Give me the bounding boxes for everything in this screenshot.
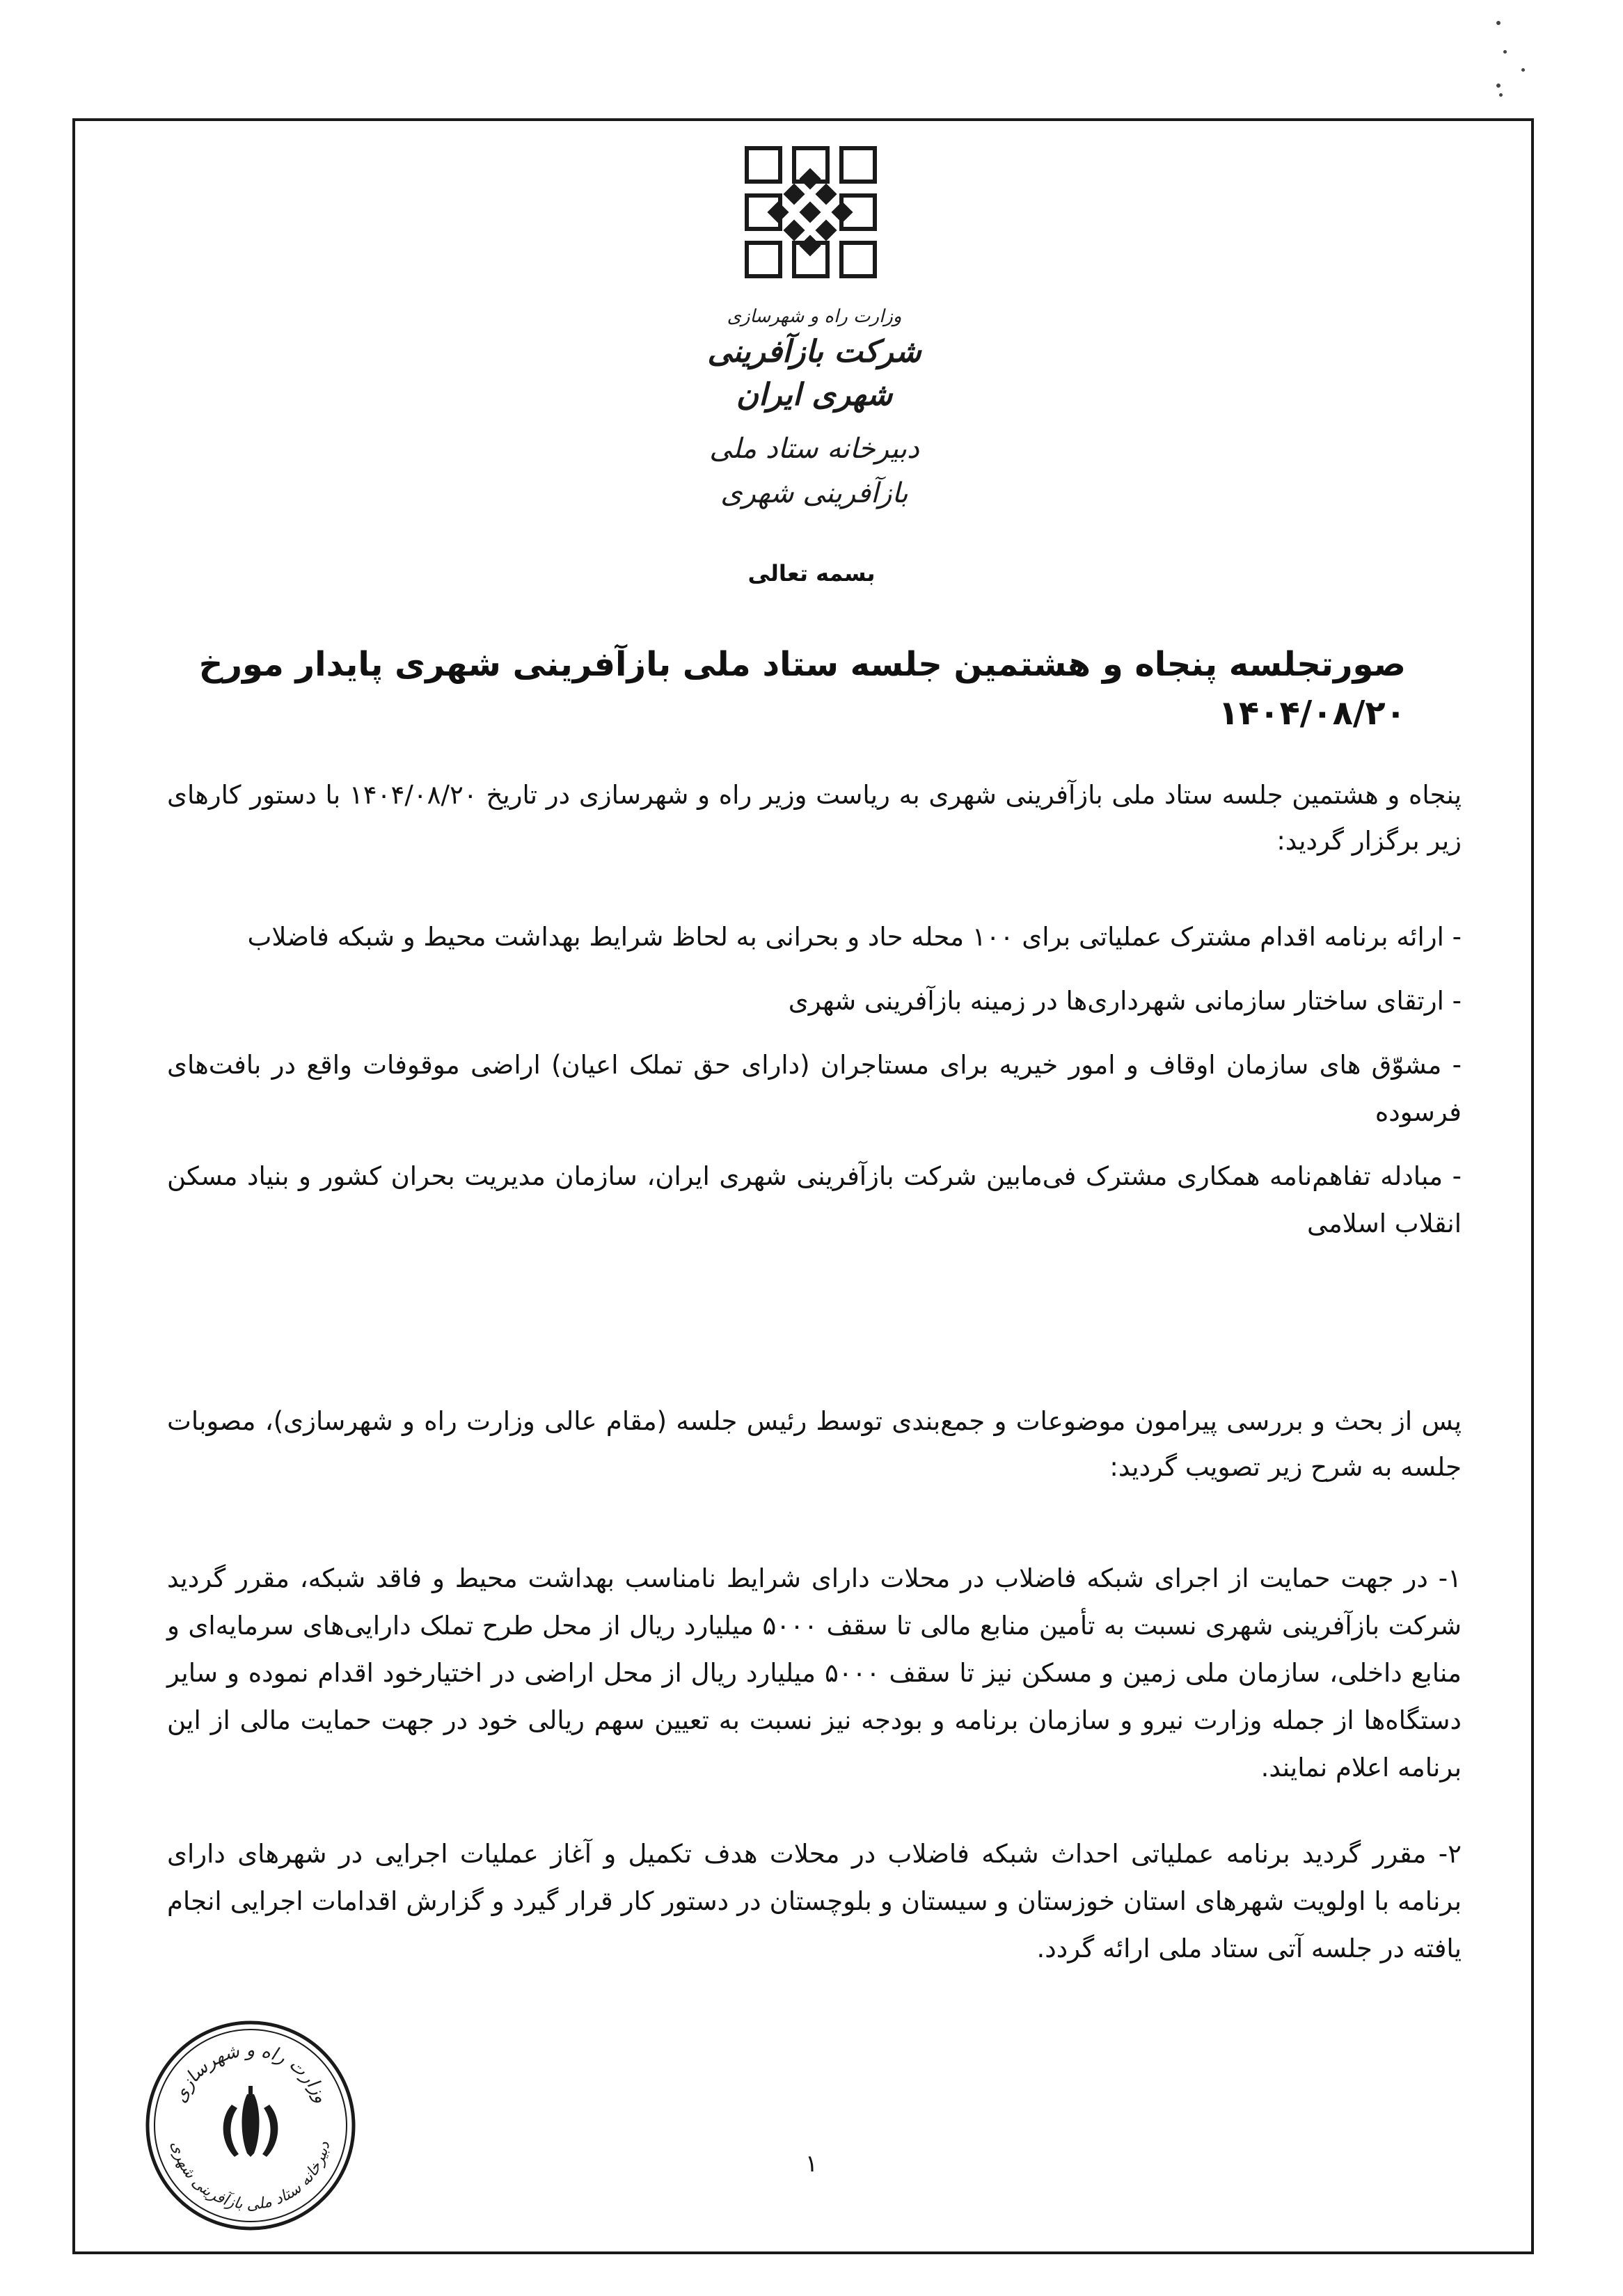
company-logo-icon [745, 146, 877, 278]
invocation: بسمه تعالی [747, 560, 876, 587]
document-title: صورتجلسه پنجاه و هشتمین جلسه ستاد ملی بازآفرینی شهری پایدار مورخ ۱۴۰۴/۰۸/۲۰ [198, 645, 1406, 733]
scan-speck [1499, 93, 1503, 97]
org-ministry: وزارت راه و شهرسازی [727, 306, 902, 327]
resolution-item: ۲- مقرر گردید برنامه عملیاتی احداث شبکه فاضلاب در محلات هدف تکمیل و آغاز عملیات اجرایی در شهرهای دارای برنامه با اولویت شهرهای استان خوزستان و سیستان و بلوچستان در دستور کار قرار گیرد و گزارش اقدامات اجرایی انجام یافته در جلسه آتی ستاد ملی ارائه گردد. [167, 1839, 1462, 1963]
agenda-item: - ارائه برنامه اقدام مشترک عملیاتی برای ۱۰۰ محله حاد و بحرانی به لحاظ شرایط بهداشت محیط و شبکه فاضلاب [247, 922, 1462, 952]
organization-header [668, 303, 960, 516]
page-number: ۱ [805, 2150, 818, 2178]
agenda-item: - ارتقای ساختار سازمانی شهرداری‌ها در زمینه بازآفرینی شهری [788, 986, 1462, 1016]
scan-speck [1496, 21, 1501, 25]
official-seal-icon [143, 2018, 358, 2233]
agenda-list [167, 914, 1462, 1264]
scan-speck [1503, 50, 1507, 54]
resolutions-list [167, 1555, 1462, 2011]
org-secretariat: دبیرخانه ستاد ملی بازآفرینی شهری [709, 433, 919, 509]
svg-text:وزارت راه و شهرسازی: وزارت راه و شهرسازی [169, 2039, 332, 2106]
scan-speck [1521, 68, 1525, 72]
intro-paragraph: پنجاه و هشتمین جلسه ستاد ملی بازآفرینی شهری به ریاست وزیر راه و شهرسازی در تاریخ ۱۴۰۴/۰۸/۲۰ با دستور کارهای زیر برگزار گردید: [167, 780, 1462, 856]
resolution-item: ۱- در جهت حمایت از اجرای شبکه فاضلاب در محلات دارای شرایط نامناسب بهداشت محیط و فاقد شبکه، مقرر گردید شرکت بازآفرینی شهری نسبت به تأمین منابع مالی تا سقف ۵۰۰۰ میلیارد ریال از محل طرح تملک دارایی‌های سرمایه‌ای و منابع داخلی، سازمان ملی زمین و مسکن نیز تا سقف ۵۰۰۰ میلیارد ریال از محل اراضی در اختیارخود اقدام نموده و سایر دستگاه‌ها از جمله وزارت نیرو و سازمان برنامه و بودجه نیز نسبت به تعیین سهم ریالی خود در جهت حمایت مالی از این برنامه اعلام نمایند. [167, 1563, 1462, 1783]
org-company: شرکت بازآفرینی شهری ایران [707, 334, 921, 413]
agenda-item: - مبادله تفاهم‌نامه همکاری مشترک فی‌مابین شرکت بازآفرینی شهری ایران، سازمان مدیریت بحران کشور و بنیاد مسکن انقلاب اسلامی [167, 1161, 1462, 1238]
discussion-paragraph: پس از بحث و بررسی پیرامون موضوعات و جمع‌بندی توسط رئیس جلسه (مقام عالی وزارت راه و شهرسازی)، مصوبات جلسه به شرح زیر تصویب گردید: [167, 1406, 1462, 1482]
agenda-item: - مشوّق های سازمان اوقاف و امور خیریه برای مستاجران (دارای حق تملک اعیان) اراضی موقوفات واقع در بافت‌های فرسوده [167, 1050, 1462, 1127]
scan-speck [1496, 83, 1501, 88]
svg-text:دبیرخانه ستاد ملی بازآفرینی شه: دبیرخانه ستاد ملی بازآفرینی شهری [167, 2139, 334, 2214]
